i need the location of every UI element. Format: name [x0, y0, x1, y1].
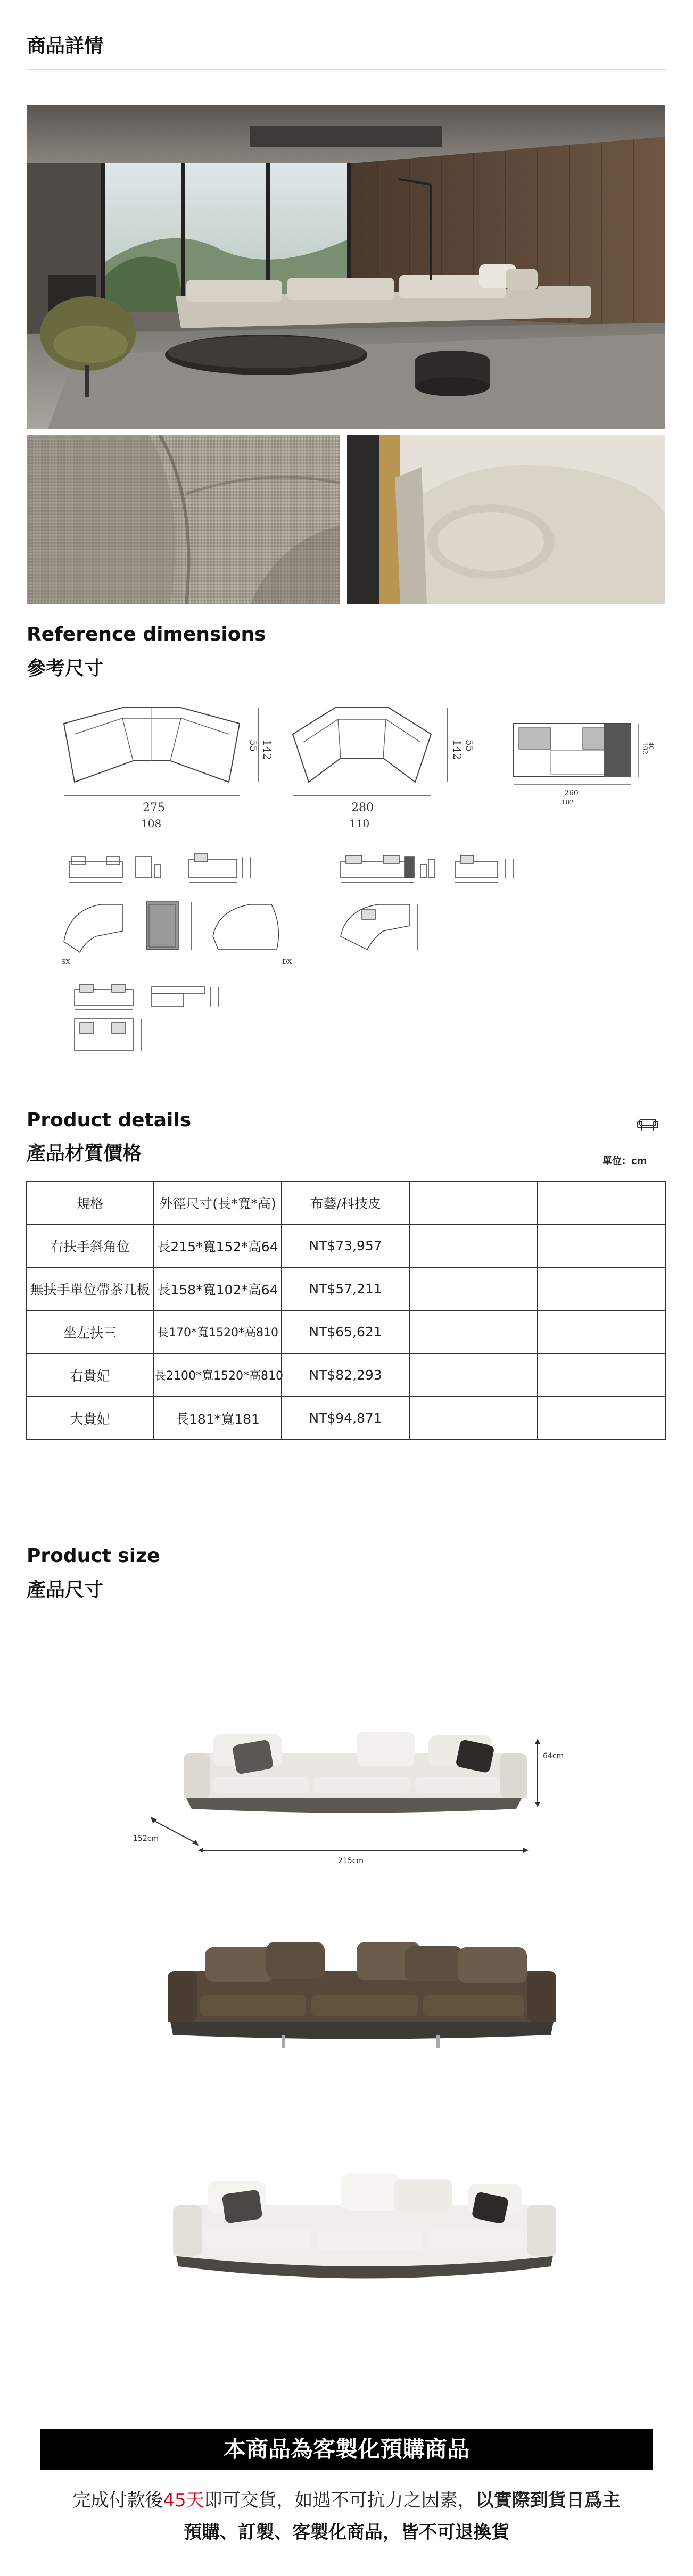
- fabric-closeup-photo-right: [347, 435, 665, 604]
- plan2-depth-inch-label: 55: [464, 739, 475, 752]
- sofa-dimension-photo: [133, 1729, 575, 1867]
- length-dimension-label: 215cm: [338, 1857, 364, 1865]
- dimension-plan-1: [48, 702, 274, 841]
- table-cell-empty: [537, 1353, 666, 1397]
- table-cell-price: NT$73,957: [282, 1224, 409, 1267]
- column-header: 規格: [26, 1182, 154, 1224]
- product-details-heading-zh: 產品材質價格: [27, 1143, 142, 1165]
- table-cell-empty: [537, 1267, 666, 1310]
- delivery-notice-bold: 以實際到貨日爲主: [475, 2490, 621, 2511]
- table-cell-empty: [409, 1224, 537, 1267]
- table-cell-spec: 右扶手斜角位: [26, 1224, 154, 1267]
- column-header: 外徑尺寸(長*寬*高): [154, 1182, 282, 1224]
- plan3-width-inch-label: 102: [562, 799, 574, 806]
- table-cell-spec: 大貴妃: [26, 1397, 154, 1440]
- sofa-dark-fabric-photo: [160, 1942, 564, 2059]
- delivery-notice-middle: 即可交貨，如遇不可抗力之因素，: [204, 2490, 476, 2511]
- plan2-depth-label: 142: [451, 739, 464, 760]
- table-cell-empty: [409, 1397, 537, 1440]
- price-table: [26, 1181, 666, 1440]
- title-divider: [27, 69, 666, 70]
- fabric-closeup-photo-left: [27, 435, 340, 604]
- product-details-heading-en: Product details: [27, 1109, 192, 1131]
- table-cell-empty: [409, 1267, 537, 1310]
- plan3-width-label: 260: [564, 789, 579, 797]
- table-cell-price: NT$82,293: [282, 1353, 409, 1397]
- table-header-row: [26, 1182, 666, 1224]
- table-cell-spec: 右貴妃: [26, 1353, 154, 1397]
- plan3-depth-label: 102: [641, 742, 649, 754]
- column-header: [537, 1182, 666, 1224]
- sx-label-left: SX: [61, 958, 70, 966]
- table-cell-spec: 無扶手單位帶茶几板: [26, 1267, 154, 1310]
- module-drawings-right: [330, 841, 554, 974]
- table-cell-empty: [409, 1353, 537, 1397]
- table-cell-price: NT$57,211: [282, 1267, 409, 1310]
- living-room-illustration: [27, 105, 665, 429]
- reference-dimensions-heading-en: Reference dimensions: [27, 624, 266, 645]
- column-header: 布藝/科技皮: [282, 1182, 409, 1224]
- dimension-plan-3: [508, 718, 655, 809]
- product-size-heading-zh: 產品尺寸: [27, 1579, 104, 1601]
- height-dimension-label: 64cm: [543, 1752, 564, 1760]
- plan1-width-inch-label: 108: [141, 817, 162, 830]
- table-cell-spec: 坐左扶三: [26, 1310, 154, 1353]
- delivery-notice-prefix: 完成付款後: [72, 2490, 163, 2511]
- unit-label: 單位：cm: [603, 1156, 647, 1167]
- table-row: [26, 1267, 666, 1310]
- table-cell-size: 長170*寬1520*高810: [154, 1310, 282, 1353]
- table-row: [26, 1397, 666, 1440]
- product-size-heading-en: Product size: [27, 1545, 160, 1567]
- sofa-light-fabric-photo: [165, 2171, 564, 2293]
- page-title: 商品詳情: [27, 35, 104, 57]
- table-cell-empty: [537, 1310, 666, 1353]
- custom-preorder-banner: 本商品為客製化預購商品: [40, 2429, 653, 2470]
- table-cell-size: 長215*寬152*高64: [154, 1224, 282, 1267]
- table-row: [26, 1224, 666, 1267]
- depth-dimension-label: 152cm: [133, 1834, 159, 1843]
- no-return-notice: 預購、訂製、客製化商品，皆不可退換貨: [184, 2522, 509, 2543]
- delivery-days-highlight: 45天: [163, 2490, 204, 2511]
- table-cell-size: 長2100*寬1520*高810: [154, 1353, 282, 1397]
- table-cell-size: 長181*寬181: [154, 1397, 282, 1440]
- column-header: [409, 1182, 537, 1224]
- plan1-depth-label: 142: [261, 739, 274, 760]
- table-cell-empty: [409, 1310, 537, 1353]
- hero-living-room-photo: [27, 105, 665, 429]
- table-row: [26, 1310, 666, 1353]
- plan2-width-inch-label: 110: [349, 817, 370, 830]
- plan2-width-label: 280: [351, 801, 374, 815]
- plan1-depth-inch-label: 55: [248, 739, 259, 752]
- plan3-depth-inch-label: 40: [648, 742, 655, 750]
- table-cell-empty: [537, 1224, 666, 1267]
- plan1-width-label: 275: [143, 801, 165, 815]
- reference-dimensions-heading-zh: 參考尺寸: [27, 658, 104, 679]
- dimension-plan-2: [282, 702, 484, 841]
- dx-label-left: DX: [282, 958, 292, 966]
- table-cell-empty: [537, 1397, 666, 1440]
- delivery-notice-line-1: [0, 2486, 693, 2512]
- table-cell-size: 長158*寬102*高64: [154, 1267, 282, 1310]
- table-row: [26, 1353, 666, 1397]
- table-cell-price: NT$94,871: [282, 1397, 409, 1440]
- module-drawings-left: [59, 851, 293, 1053]
- table-cell-price: NT$65,621: [282, 1310, 409, 1353]
- sofa-icon: [637, 1116, 659, 1132]
